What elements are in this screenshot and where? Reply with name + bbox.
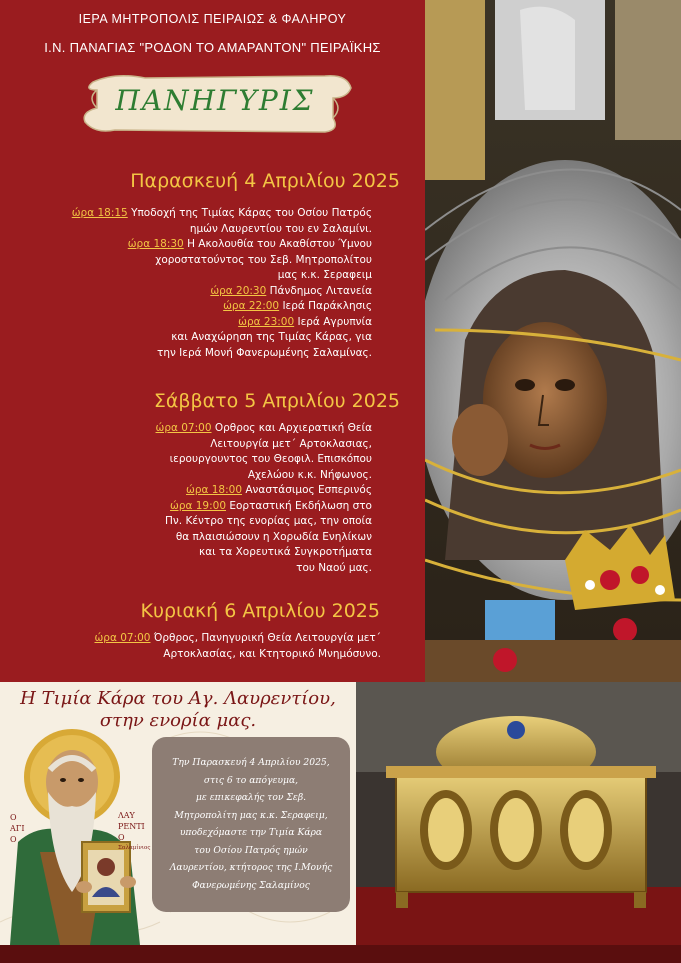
schedule-line bbox=[156, 499, 372, 515]
saint-label-right-2: ΡΕΝΤΙ bbox=[118, 822, 145, 831]
schedule-line bbox=[95, 647, 382, 663]
schedule-line bbox=[156, 545, 372, 561]
schedule-time: ώρα 18:15 bbox=[71, 207, 128, 219]
day-title: Παρασκευή 4 Απριλίου 2025 bbox=[130, 170, 400, 192]
schedule-line bbox=[72, 346, 372, 362]
banner-title: ΠΑΝΗΓΥΡΙΣ bbox=[115, 84, 315, 117]
schedule-text: χοροστατούντος του Σεβ. Μητροπολίτου bbox=[155, 253, 372, 266]
relic-text bbox=[152, 754, 350, 894]
schedule-line bbox=[156, 514, 372, 530]
relic-text-line: με επικεφαλής τον Σεβ. bbox=[195, 792, 307, 803]
schedule-line bbox=[156, 421, 372, 437]
schedule-line bbox=[72, 284, 372, 300]
schedule-time: ώρα 19:00 bbox=[170, 499, 227, 512]
schedule-line bbox=[156, 561, 372, 577]
schedule-text: Αχελώου κ.κ. Νήφωνος. bbox=[247, 468, 372, 481]
relic-poster bbox=[0, 682, 356, 945]
saint-label-left-2: ΑΓΙ bbox=[10, 824, 25, 833]
schedule-time: ώρα 18:30 bbox=[127, 238, 184, 250]
saint-label-right-3: Ο bbox=[118, 833, 125, 842]
day-schedule bbox=[156, 421, 372, 576]
schedule-text: Ιερά Παράκλησις bbox=[279, 300, 372, 312]
schedule-text: Η Ακολουθία του Ακαθίστου Ύμνου bbox=[183, 238, 372, 250]
schedule-panel bbox=[0, 0, 425, 682]
bottom-strip bbox=[0, 945, 681, 963]
relic-text-line: του Οσίου Πατρός ημών bbox=[194, 844, 308, 856]
day-title: Κυριακή 6 Απριλίου 2025 bbox=[140, 600, 380, 622]
relic-text-line: στις 6 το απόγευμα, bbox=[203, 774, 299, 786]
saint-label-left bbox=[10, 812, 25, 845]
schedule-text: Εορταστική Εκδήλωση στο bbox=[226, 499, 372, 512]
schedule-text: ημών Λαυρεντίου του εν Σαλαμίνι. bbox=[189, 222, 372, 235]
saint-label-right-1: ΛΑΥ bbox=[118, 811, 135, 820]
schedule-text: και τα Χορευτικά Συγκροτήματα bbox=[199, 546, 372, 558]
schedule-time: ώρα 18:00 bbox=[186, 484, 243, 496]
schedule-line bbox=[72, 268, 372, 284]
day-schedule bbox=[72, 206, 372, 361]
schedule-text: Ορθρος και Αρχιερατική Θεία bbox=[211, 422, 372, 434]
relic-text-line: υποδεχόμαστε την Τιμία Κάρα bbox=[179, 827, 323, 838]
saint-label-right bbox=[118, 810, 150, 854]
schedule-time: ώρα 07:00 bbox=[155, 422, 212, 434]
schedule-line bbox=[156, 437, 372, 453]
reliquary-photo bbox=[356, 682, 681, 945]
day-title: Σάββατο 5 Απριλίου 2025 bbox=[153, 390, 400, 412]
schedule-line bbox=[156, 452, 372, 468]
schedule-time: ώρα 23:00 bbox=[238, 315, 295, 328]
schedule-text: Πν. Κέντρο της ενορίας μας, την οποία bbox=[165, 515, 372, 527]
saint-label-left-3: Ο bbox=[10, 835, 17, 844]
schedule-text: την Ιερά Μονή Φανερωμένης Σαλαμίνας. bbox=[157, 346, 372, 359]
virgin-mary-icon-photo bbox=[425, 0, 681, 682]
schedule-line bbox=[72, 206, 372, 222]
relic-text-line: Την Παρασκευή 4 Απριλίου 2025, bbox=[172, 757, 330, 768]
schedule-time: ώρα 07:00 bbox=[94, 632, 151, 644]
schedule-line bbox=[72, 299, 372, 315]
saint-label-left-1: Ο bbox=[10, 813, 17, 822]
schedule-line bbox=[72, 315, 372, 331]
schedule-text: Υποδοχή της Τιμίας Κάρας του Οσίου Πατρός bbox=[127, 207, 372, 219]
relic-title-line1: Η Τιμία Κάρα του Αγ. Λαυρεντίου, bbox=[20, 688, 336, 709]
schedule-text: ιερουργουντος του Θεοφιλ. Επισκόπου bbox=[169, 453, 372, 465]
relic-text-line: Φανερωμένης Σαλαμίνος bbox=[192, 879, 310, 891]
schedule-text: του Ναού μας. bbox=[296, 561, 372, 574]
schedule-text: Αρτοκλασίας, και Κτητορικό Μνημόσυνο. bbox=[163, 647, 381, 660]
schedule-text: Ιερά Αγρυπνία bbox=[294, 315, 372, 328]
schedule-line bbox=[72, 237, 372, 253]
schedule-text: θα πλαισιώσουν η Χορωδία Ενηλίκων bbox=[175, 530, 372, 543]
saint-label-right-4: Σαλαμίνιος bbox=[118, 845, 151, 851]
schedule-line bbox=[72, 330, 372, 346]
relic-title-line2: στην ενορία μας. bbox=[99, 710, 257, 731]
schedule-line bbox=[72, 253, 372, 269]
schedule-line bbox=[156, 530, 372, 546]
schedule-text: Λειτουργία μετ΄ Αρτοκλασιας, bbox=[210, 437, 372, 450]
schedule-text: μας κ.κ. Σεραφειμ bbox=[277, 269, 372, 281]
schedule-line bbox=[156, 468, 372, 484]
schedule-text: Πάνδημος Λιτανεία bbox=[266, 284, 372, 297]
schedule-text: και Αναχώρηση της Τιμίας Κάρας, για bbox=[171, 331, 372, 343]
schedule-line bbox=[95, 631, 382, 647]
day-schedule bbox=[95, 631, 382, 662]
schedule-text: Όρθρος, Πανηγυρική Θεία Λειτουργία μετ΄ bbox=[150, 632, 381, 644]
metropolis-title: ΙΕΡΑ ΜΗΤΡΟΠΟΛΙΣ ΠΕΙΡΑΙΩΣ & ΦΑΛΗΡΟΥ bbox=[78, 12, 347, 26]
schedule-line bbox=[156, 483, 372, 499]
schedule-time: ώρα 22:00 bbox=[223, 300, 280, 312]
relic-text-line: Μητροπολίτη μας κ.κ. Σεραφειμ, bbox=[174, 809, 328, 821]
schedule-text: Αναστάσιμος Εσπερινός bbox=[242, 484, 372, 496]
schedule-time: ώρα 20:30 bbox=[210, 284, 267, 297]
church-title: Ι.Ν. ΠΑΝΑΓΙΑΣ "ΡΟΔΟΝ ΤΟ ΑΜΑΡΑΝΤΟΝ" ΠΕΙΡΑΪΚΗΣ bbox=[44, 40, 381, 55]
schedule-line bbox=[72, 222, 372, 238]
relic-text-line: Λαυρεντίου, κτήτορος της Ι.Μονής bbox=[169, 862, 333, 873]
relic-title bbox=[0, 688, 356, 732]
